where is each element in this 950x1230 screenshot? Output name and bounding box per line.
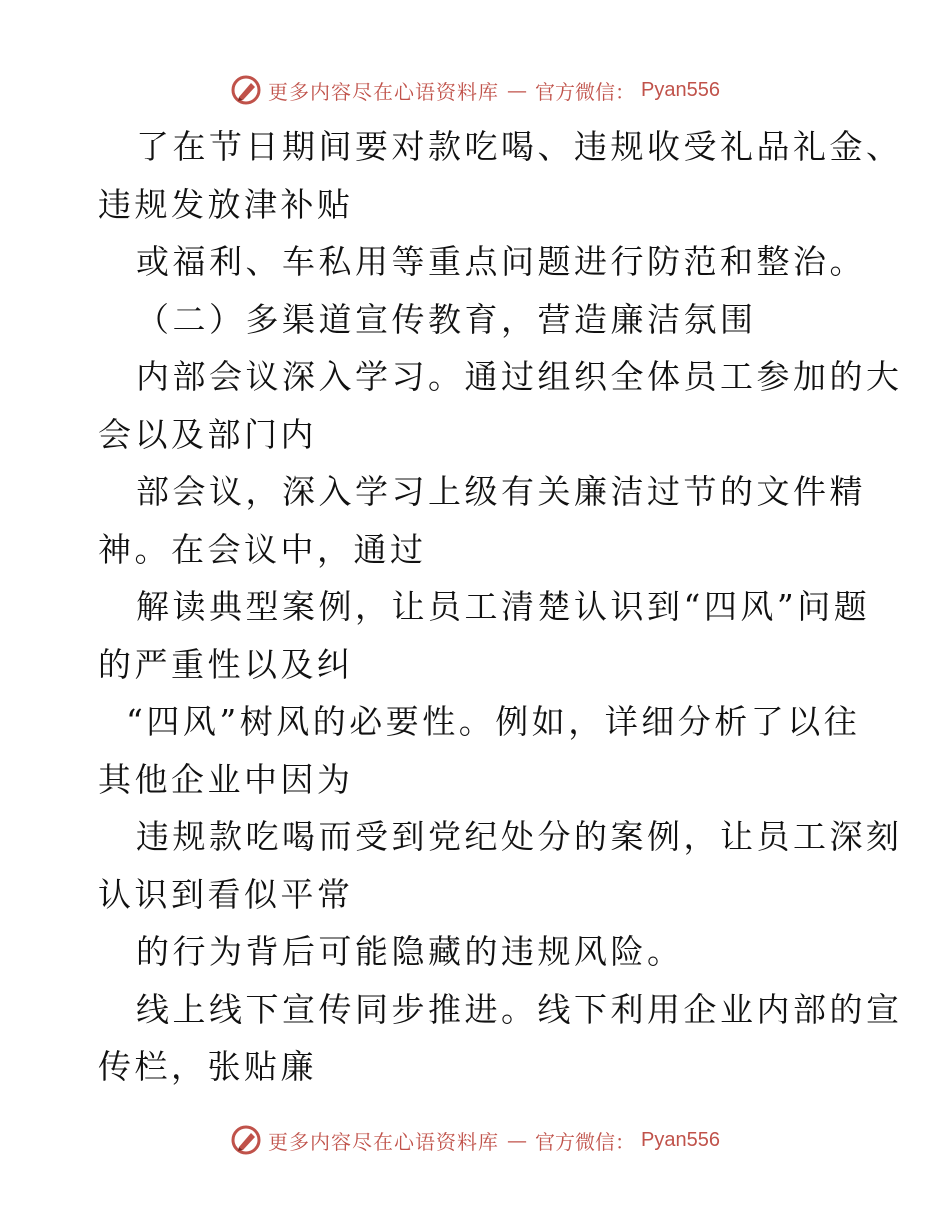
pen-logo-icon [230,74,262,106]
banner-dash: — [507,1128,528,1152]
banner-wechat-label: 官方微信： [535,1129,636,1154]
banner-dash: — [507,78,528,102]
section-heading: （二）多渠道宣传教育，营造廉洁氛围 [136,299,757,339]
body-line: 传栏，张贴廉 [98,1047,317,1086]
body-line: 神。在会议中，通过 [98,529,427,569]
body-line: 其他企业中因为 [98,759,354,799]
body-line: 违规发放津补贴 [98,184,354,224]
footer-banner [0,1120,950,1160]
banner-title: 更多内容尽在心语资料库 [268,79,500,104]
header-banner [0,70,950,110]
body-line: 的行为背后可能隐藏的违规风险。 [136,932,684,971]
document-body [98,118,903,1096]
body-line: 解读典型案例，让员工清楚认识到“四风”问题 [136,587,871,626]
pen-logo-icon [230,1124,262,1156]
body-line: 或福利、车私用等重点问题进行防范和整治。 [136,242,866,281]
banner-wechat-id: Pyan556 [641,78,720,101]
body-line: 了在节日期间要对款吃喝、违规收受礼品礼金、 [136,127,903,166]
banner-wechat-id: Pyan556 [641,1128,720,1151]
body-line: 违规款吃喝而受到党纪处分的案例，让员工深刻 [136,817,903,856]
body-line: 会以及部门内 [98,414,317,454]
body-line: 部会议，深入学习上级有关廉洁过节的文件精 [136,472,866,511]
body-line: 内部会议深入学习。通过组织全体员工参加的大 [136,357,903,396]
body-line: 的严重性以及纠 [98,644,354,684]
banner-wechat-label: 官方微信： [535,79,636,104]
body-line: “四风”树风的必要性。例如，详细分析了以往 [126,702,861,741]
body-line: 认识到看似平常 [98,874,354,914]
banner-title: 更多内容尽在心语资料库 [268,1129,500,1154]
body-line: 线上线下宣传同步推进。线下利用企业内部的宣 [136,989,903,1029]
